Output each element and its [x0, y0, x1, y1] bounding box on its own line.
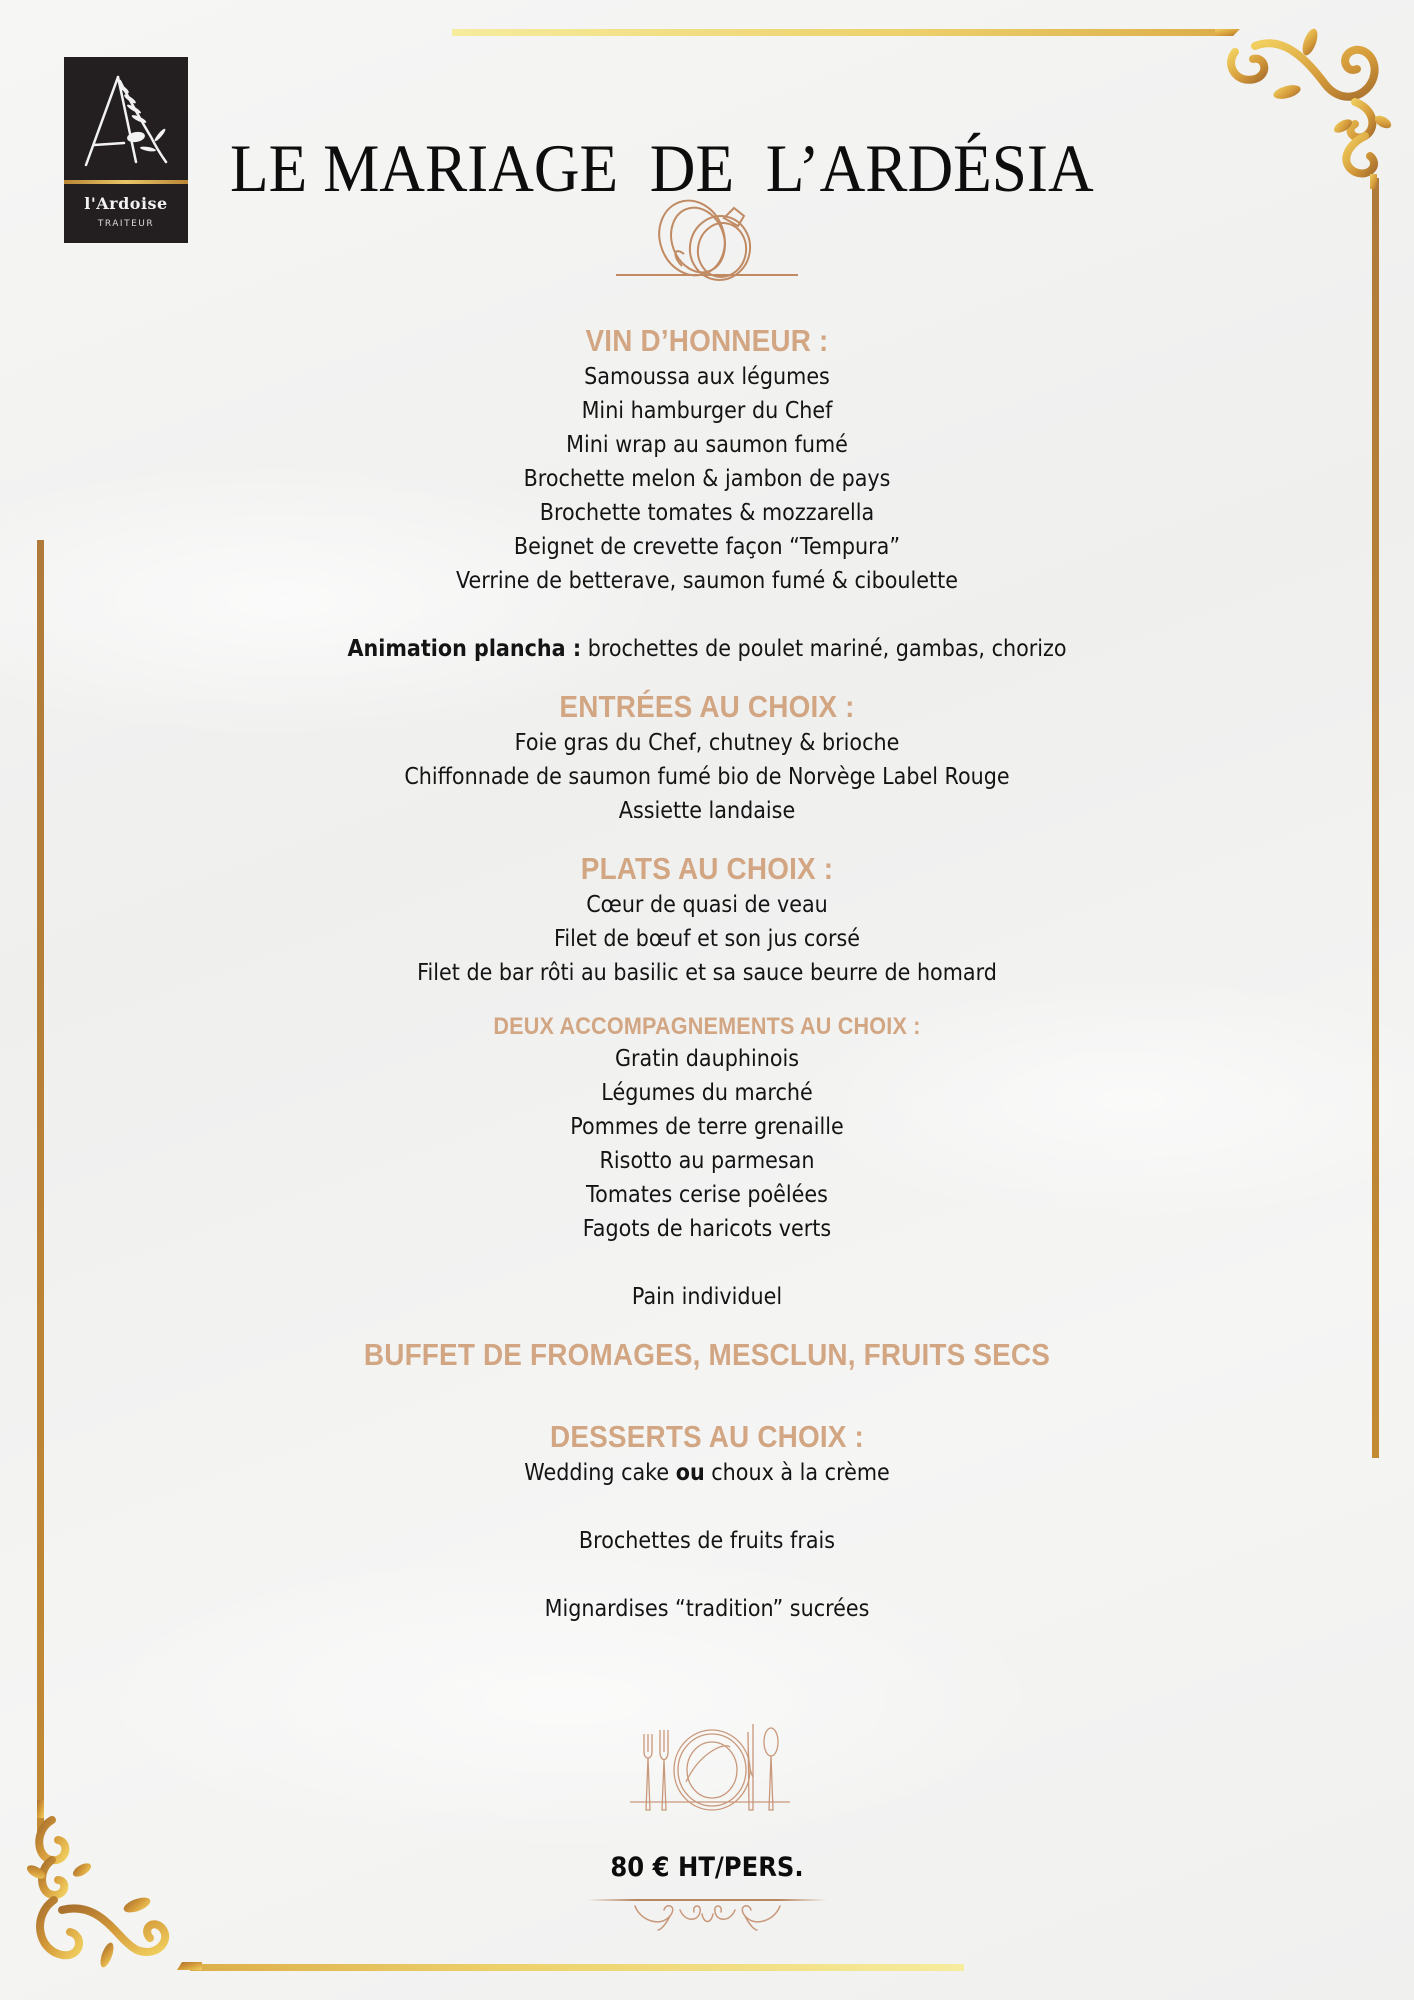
logo-brand-name: l'Ardoise [84, 194, 168, 213]
animation-plancha-text: brochettes de poulet mariné, gambas, chorizo [581, 636, 1067, 662]
dessert-option-a: Wedding cake [524, 1460, 676, 1486]
animation-plancha-label: Animation plancha : [347, 636, 582, 662]
menu-item: Cœur de quasi de veau [586, 892, 828, 918]
menu-item: Foie gras du Chef, chutney & brioche [514, 730, 900, 756]
menu-item: Légumes du marché [601, 1080, 813, 1106]
menu-item: Tomates cerise poêlées [586, 1182, 828, 1208]
heading-buffet: BUFFET DE FROMAGES, MESCLUN, FRUITS SECS [363, 1337, 1051, 1372]
dessert-option-b: choux à la crème [704, 1460, 890, 1486]
menu-item: Brochette tomates & mozzarella [539, 500, 875, 526]
menu-item: Assiette landaise [618, 798, 796, 824]
animation-plancha [71, 632, 1344, 666]
ornamental-flourish-icon [630, 1900, 785, 1932]
rosemary-a-logo-icon [76, 67, 176, 177]
section-plats [0, 850, 1414, 990]
section-entrees [0, 688, 1414, 828]
heading-plats: PLATS AU CHOIX : [580, 851, 834, 886]
menu-item: Fagots de haricots verts [582, 1216, 832, 1242]
plate-cutlery-icon [630, 1722, 790, 1812]
wedding-rings-icon [612, 196, 802, 282]
page-title: LE MARIAGE DE L’ARDÉSIA [230, 129, 1094, 206]
price-per-person: 80 € HT/PERS. [610, 1852, 804, 1883]
heading-vin-honneur: VIN D’HONNEUR : [585, 323, 829, 358]
menu-item: Chiffonnade de saumon fumé bio de Norvège Label Rouge [404, 764, 1010, 790]
dessert-item: Brochettes de fruits frais [578, 1528, 836, 1554]
logo-gold-divider [64, 180, 188, 184]
heading-desserts: DESSERTS AU CHOIX : [550, 1419, 864, 1454]
menu-content [0, 322, 1414, 1626]
section-vin-honneur [0, 322, 1414, 666]
section-accompagnements [0, 1012, 1414, 1314]
menu-item: Pommes de terre grenaille [570, 1114, 844, 1140]
frame-bottom-bar [190, 1964, 964, 1971]
heading-accompagnements: DEUX ACCOMPAGNEMENTS AU CHOIX : [493, 1013, 921, 1040]
dessert-item [71, 1456, 1344, 1490]
menu-item: Samoussa aux légumes [584, 364, 830, 390]
dessert-or: ou [675, 1460, 705, 1486]
menu-item: Mini wrap au saumon fumé [566, 432, 848, 458]
menu-item: Beignet de crevette façon “Tempura” [513, 534, 901, 560]
menu-item: Gratin dauphinois [614, 1046, 800, 1072]
menu-item: Filet de bœuf et son jus corsé [554, 926, 860, 952]
corner-ornament-top-right-icon [1215, 24, 1395, 189]
frame-top-bar [452, 29, 1222, 36]
brand-logo [64, 57, 188, 243]
section-buffet [0, 1336, 1414, 1374]
bread-item: Pain individuel [631, 1284, 783, 1310]
corner-ornament-bottom-left-icon [22, 1800, 202, 1975]
menu-item: Verrine de betterave, saumon fumé & ciboulette [455, 568, 959, 594]
menu-item: Mini hamburger du Chef [581, 398, 833, 424]
menu-item: Risotto au parmesan [599, 1148, 815, 1174]
menu-item: Brochette melon & jambon de pays [523, 466, 891, 492]
logo-subtitle: TRAITEUR [97, 219, 155, 229]
menu-item: Filet de bar rôti au basilic et sa sauce beurre de homard [417, 960, 997, 986]
dessert-item: Mignardises “tradition” sucrées [544, 1596, 870, 1622]
section-desserts [0, 1418, 1414, 1626]
heading-entrees: ENTRÉES AU CHOIX : [559, 689, 855, 724]
